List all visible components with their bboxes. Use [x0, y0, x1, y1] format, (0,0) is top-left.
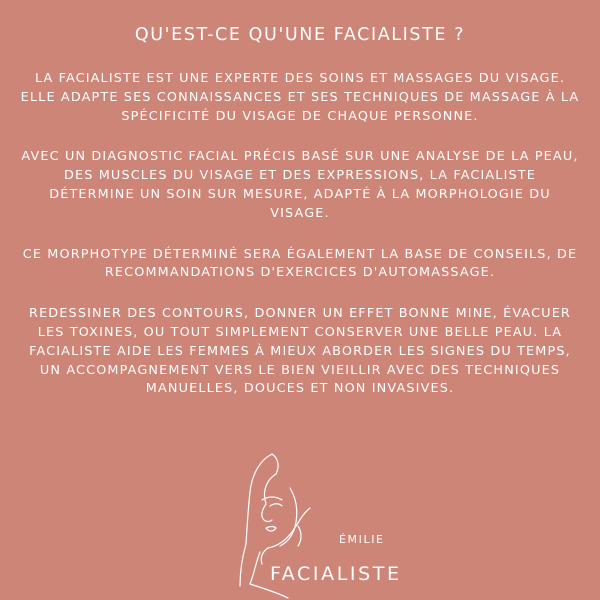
paragraph-definition: LA FACIALISTE EST UNE EXPERTE DES SOINS ET MASSAGES DU VISAGE. ELLE ADAPTE SES CONNAISSANCES ET SES TECHNIQUES DE MASSAGE À LA SPÉCIFICITÉ DU VISAGE DE CHAQUE PERSONNE. — [20, 71, 580, 124]
brand-first-name: ÉMILIE — [339, 533, 385, 546]
body-text — [20, 70, 580, 421]
brand-title: FACIALISTE — [270, 563, 402, 585]
brand-logo — [0, 440, 600, 600]
page-title: QU'EST-CE QU'UNE FACIALISTE ? — [134, 25, 466, 45]
paragraph-diagnostic: AVEC UN DIAGNOSTIC FACIAL PRÉCIS BASÉ SUR UNE ANALYSE DE LA PEAU, DES MUSCLES DU VISAGE ET DES EXPRESSIONS, LA FACIALISTE DÉTERMINE UN SOIN SUR MESURE, ADAPTÉ À LA MORPHOLOGIE DU VISAGE. — [21, 149, 579, 221]
paragraph-benefits: REDESSINER DES CONTOURS, DONNER UN EFFET BONNE MINE, ÉVACUER LES TOXINES, OU TOUT SIMPLEMENT CONSERVER UNE BELLE PEAU. LA FACIALISTE AIDE LES FEMMES À MIEUX ABORDER LES SIGNES DU TEMPS, UN ACCOMPAGNEMENT VERS LE BIEN VIEILLIR AVEC DES TECHNIQUES MANUELLES, DOUCES ET NON INVASIVES. — [29, 306, 571, 397]
paragraph-morphotype: CE MORPHOTYPE DÉTERMINÉ SERA ÉGALEMENT LA BASE DE CONSEILS, DE RECOMMANDATIONS D'EXERCICES D'AUTOMASSAGE. — [22, 246, 578, 281]
